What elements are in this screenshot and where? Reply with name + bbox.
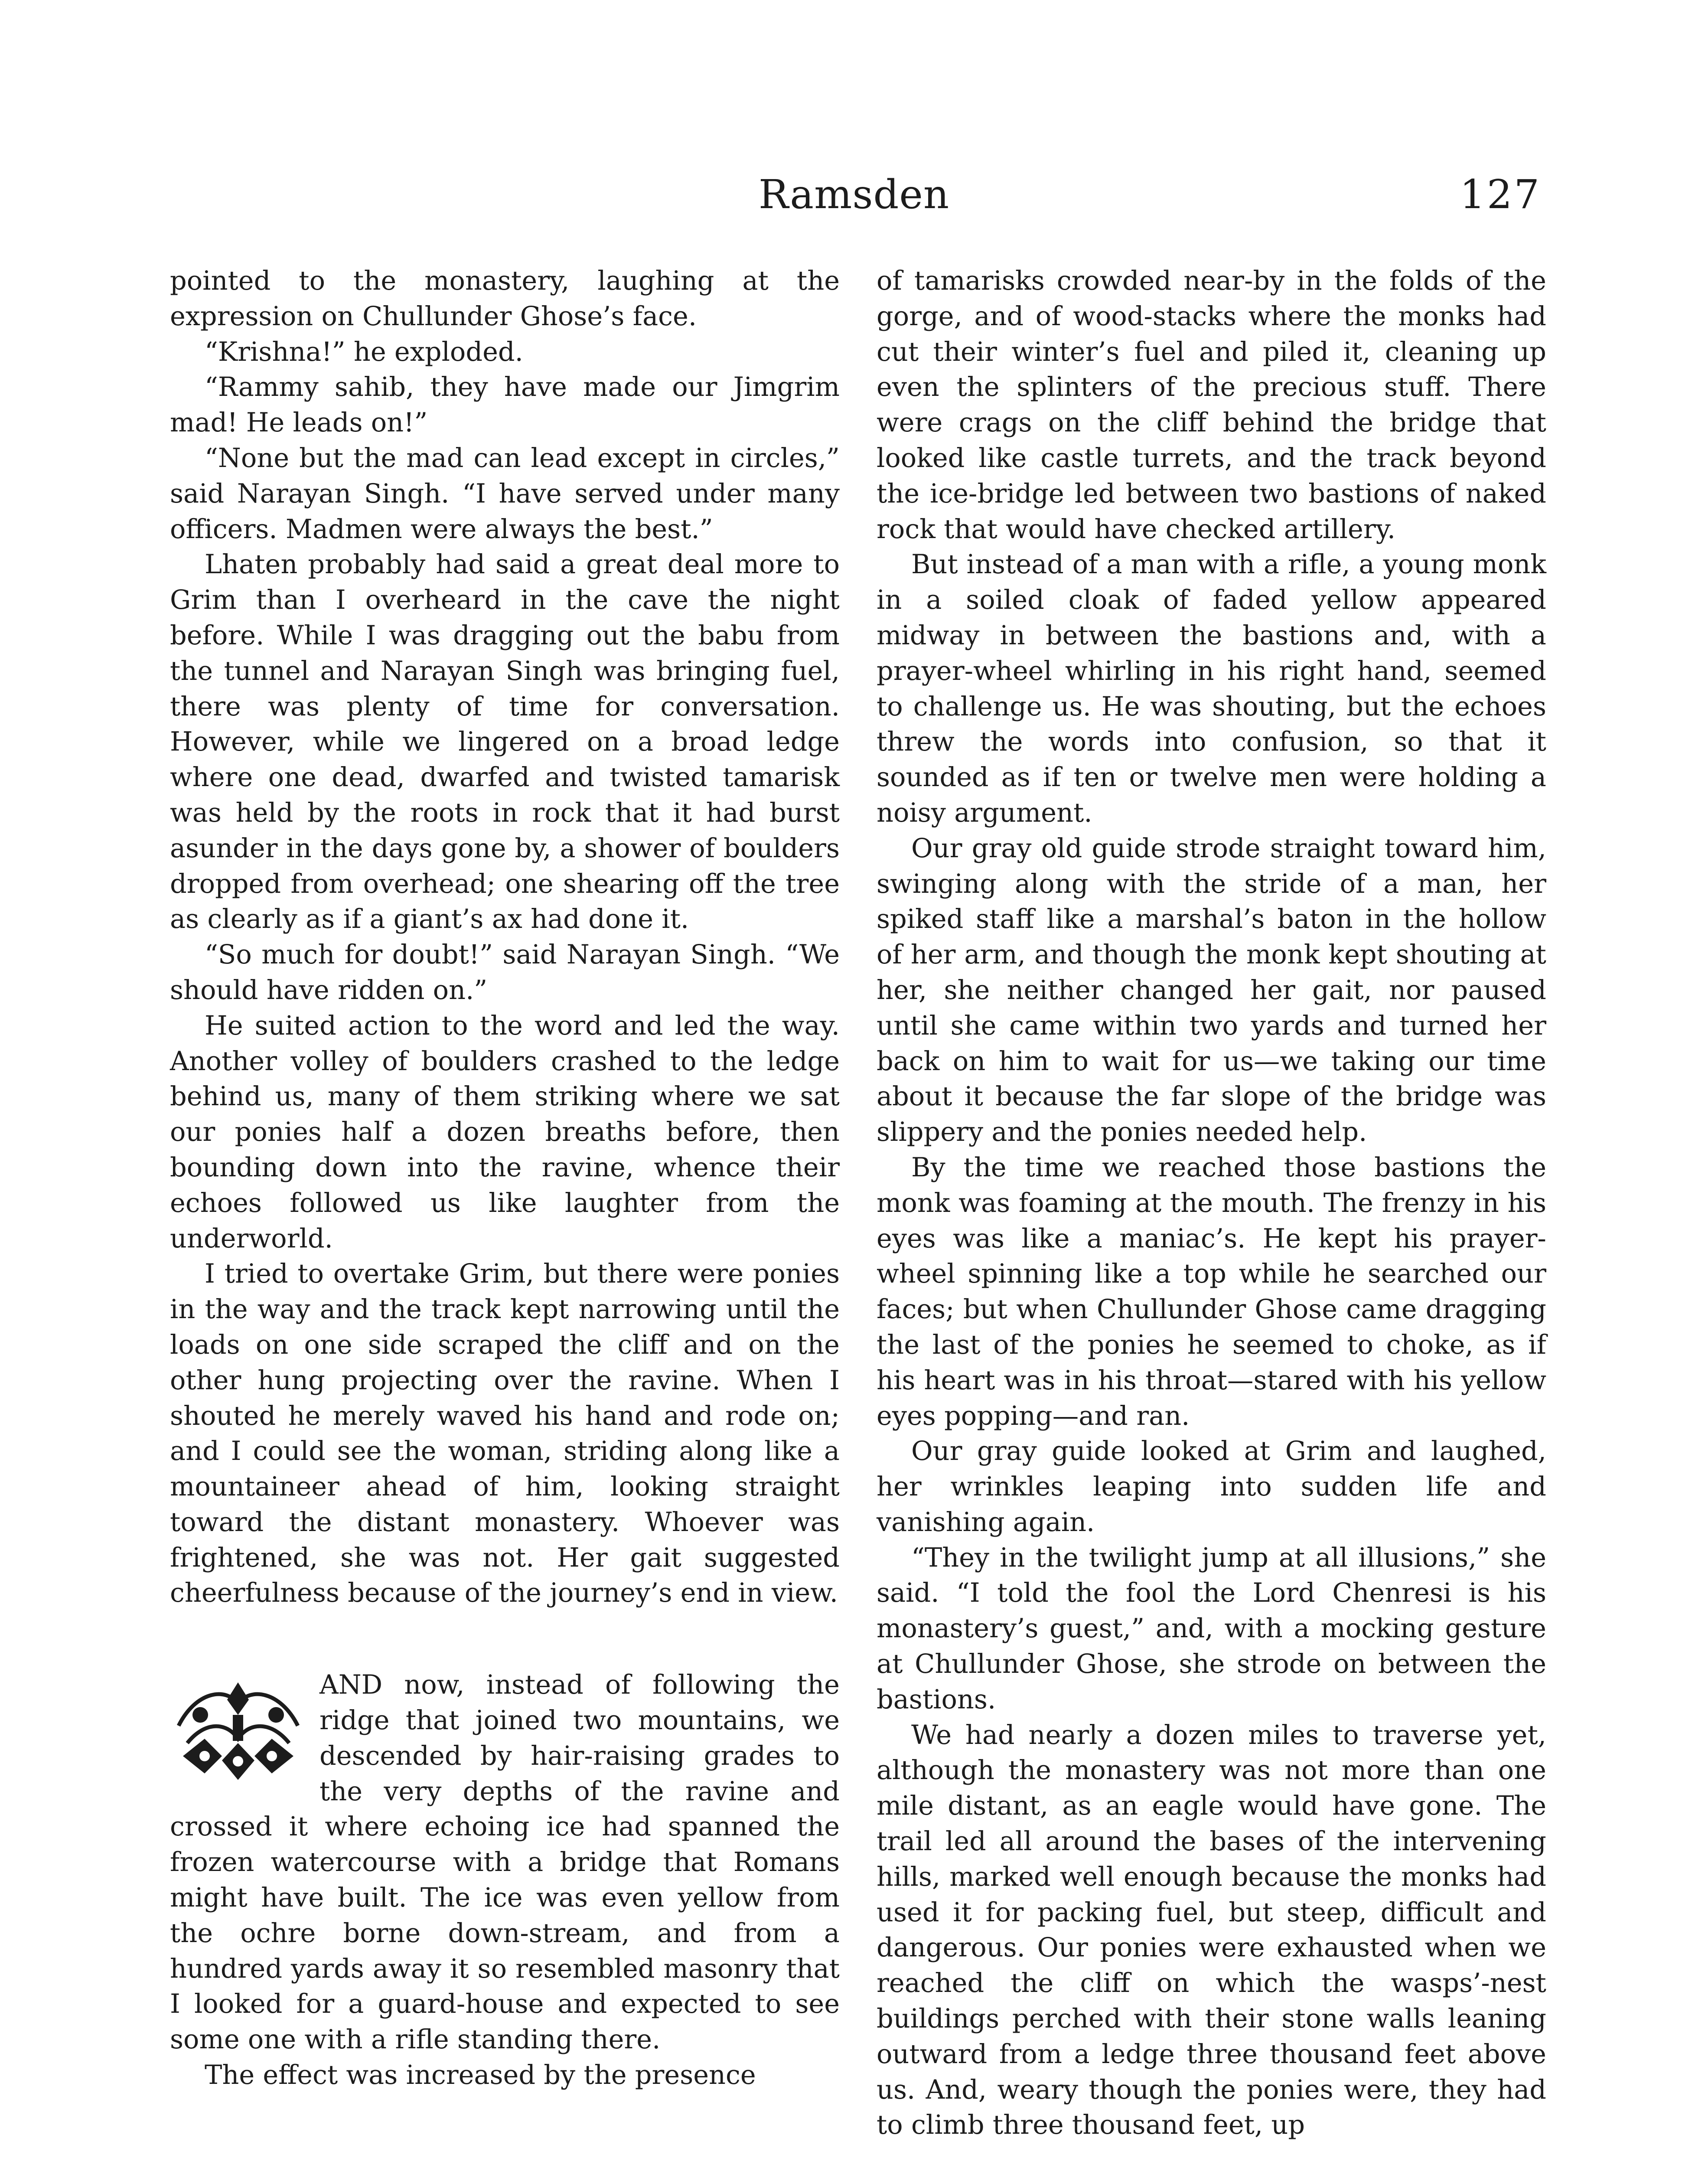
paragraph: “None but the mad can lead except in circles,” said Narayan Singh. “I have served under many officers. Madmen were always the best.”: [170, 443, 840, 545]
paragraph: of tamarisks crowded near-by in the folds of the gorge, and of wood-stacks where the monks had cut their winter’s fuel and piled it, cleaning up even the splinters of the precious stuff. There were crags on the cliff behind the bridge that looked like castle turrets, and the track beyond the ice-bridge led between two bastions of naked rock that would have checked artillery.: [877, 266, 1546, 545]
paragraph: Lhaten probably had said a great deal more to Grim than I overheard in the cave the night before. While I was dragging out the babu from the tunnel and Narayan Singh was bringing fuel, there was plenty of time for conversation. However, while we lingered on a broad ledge where one dead, dwarfed and twisted tamarisk was held by the roots in rock that it had burst asunder in the days gone by, a shower of boulders dropped from overhead; one shearing off the tree as clearly as if a giant’s ax had done it.: [170, 549, 840, 935]
paragraph: We had nearly a dozen miles to traverse yet, although the monastery was not more than one mile distant, as an eagle would have gone. The trail led all around the bases of the intervening hills, marked well enough because the monks had used it for packing fuel, but steep, difficult and dangerous. Our ponies were exhausted when we reached the cliff on which the wasps’-nest buildings perched with their stone walls leaning outward from a ledge three thousand feet above us. And, weary though the ponies were, they had to climb three thousand feet, up: [877, 1720, 1546, 2141]
page-number: 127: [1460, 171, 1541, 218]
paragraph: I tried to overtake Grim, but there were ponies in the way and the track kept narrowing until the loads on one side scraped the cliff and on the other hung projecting over the ravine. When I shouted he merely waved his hand and rode on; and I could see the woman, striding along like a mountaineer ahead of him, looking straight toward the distant monastery. Whoever was frightened, she was not. Her gait suggested cheerfulness because of the journey’s end in view.: [170, 1259, 840, 1609]
paragraph: The effect was increased by the presence: [205, 2060, 756, 2091]
left-column: [170, 264, 840, 2093]
paragraph: “Rammy sahib, they have made our Jimgrim mad! He leads on!”: [170, 372, 840, 438]
section-break: [170, 1668, 840, 2058]
right-column: [877, 264, 1546, 2143]
paragraph: “Krishna!” he exploded.: [205, 336, 523, 367]
paragraph: AND now, instead of following the ridge that joined two mountains, we descended by hair-raising grades to the very depths of the ravine and crossed it where echoing ice had spanned the frozen watercourse with a bridge that Romans might have built. The ice was even yellow from the ochre borne down-stream, and from a hundred yards away it so resembled masonry that I looked for a guard-house and expected to see some one with a rifle standing there.: [170, 1670, 840, 2055]
page-title: Ramsden: [758, 171, 950, 218]
decorative-floral-ornament-icon: [170, 1674, 306, 1782]
paragraph: Our gray old guide strode straight toward him, swinging along with the stride of a man, her spiked staff like a marshal’s baton in the hollow of her arm, and though the monk kept shouting at her, she neither changed her gait, nor paused until she came within two yards and turned her back on him to wait for us—we taking our time about it because the far slope of the bridge was slippery and the ponies needed help.: [877, 833, 1546, 1148]
paragraph: But instead of a man with a rifle, a young monk in a soiled cloak of faded yellow appeared midway in between the bastions and, with a prayer-wheel whirling in his right hand, seemed to challenge us. He was shouting, but the echoes threw the words into confusion, so that it sounded as if ten or twelve men were holding a noisy argument.: [877, 549, 1546, 828]
paragraph: pointed to the monastery, laughing at the expression on Chullunder Ghose’s face.: [170, 266, 840, 332]
paragraph: He suited action to the word and led the way. Another volley of boulders crashed to the ledge behind us, many of them striking where we sat our ponies half a dozen breaths before, then bounding down into the ravine, whence their echoes followed us like laughter from the underworld.: [170, 1010, 840, 1254]
paragraph: Our gray guide looked at Grim and laughed, her wrinkles leaping into sudden life and vanishing again.: [877, 1436, 1546, 1538]
paragraph: “They in the twilight jump at all illusions,” she said. “I told the fool the Lord Chenresi is his monastery’s guest,” and, with a mocking gesture at Chullunder Ghose, she strode on between the bastions.: [877, 1542, 1546, 1715]
paragraph: By the time we reached those bastions the monk was foaming at the mouth. The frenzy in his eyes was like a maniac’s. He kept his prayer-wheel spinning like a top while he searched our faces; but when Chullunder Ghose came dragging the last of the ponies he seemed to choke, as if his heart was in his throat—stared with his yellow eyes popping—and ran.: [877, 1152, 1546, 1431]
paragraph: “So much for doubt!” said Narayan Singh. “We should have ridden on.”: [170, 940, 840, 1006]
